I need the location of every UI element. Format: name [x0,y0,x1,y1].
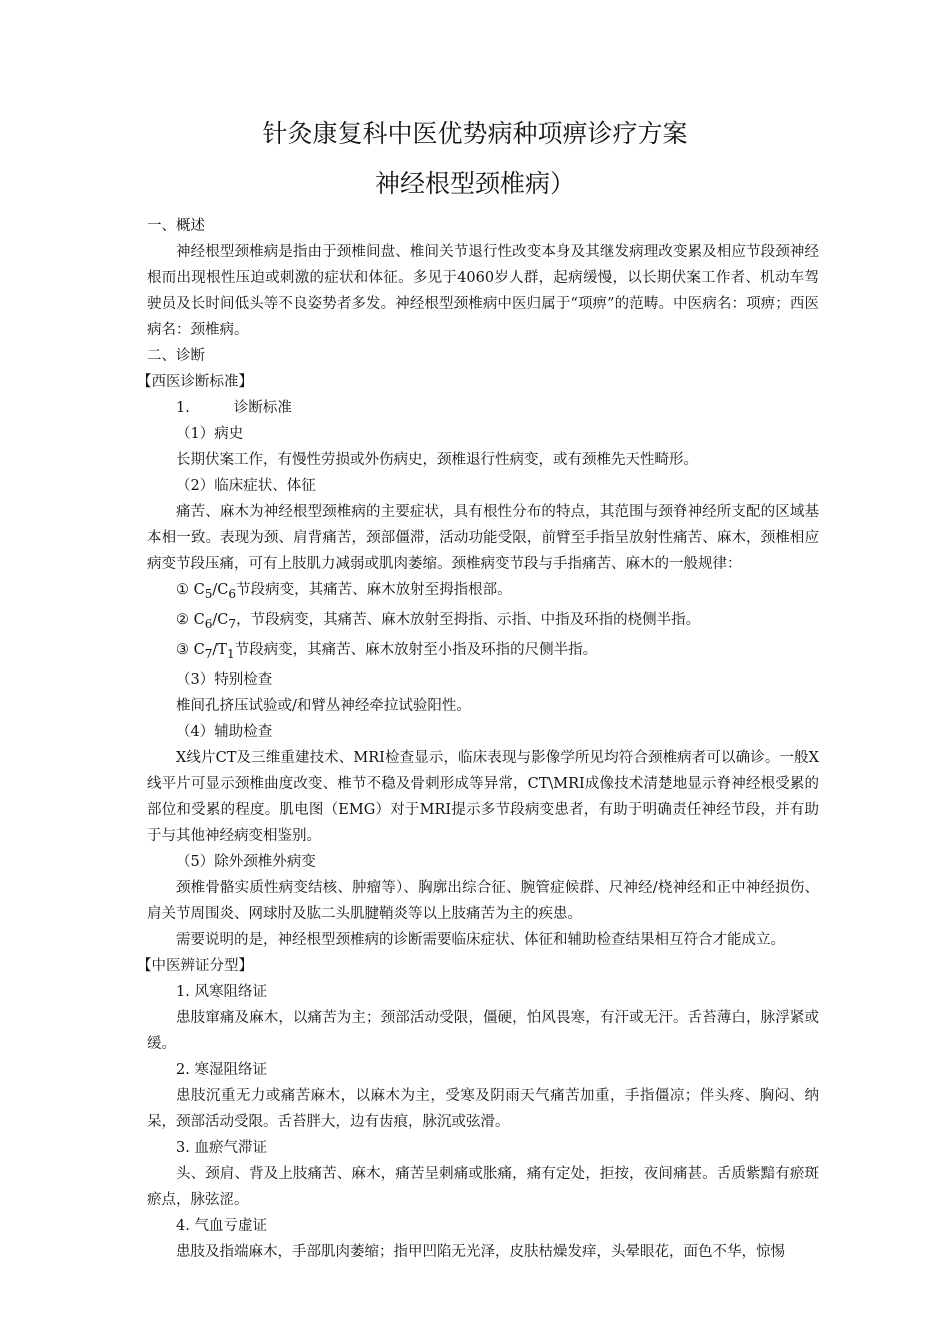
syndrome-title: 3. 血瘀气滞证 [176,1139,267,1156]
section-heading-diagnosis: 二、诊断 [147,348,205,364]
clinical-heading: （2）临床症状、体征 [176,478,316,494]
syndrome-title: 2. 寒湿阻络证 [176,1061,267,1078]
syndrome-text: 患肢及指端麻木，手部肌肉萎缩；指甲凹陷无光泽，皮肤枯燥发痒，头晕眼花，面色不华，惊惕 [176,1243,785,1260]
exclusion-text: 颈椎骨骼实质性病变结核、肿瘤等）、胸廓出综合征、腕管症候群、尺神经/桡神经和正中神经损伤、肩关节周围炎、网球肘及肱二头肌腱鞘炎等以上肢痛苦为主的疾患。 [147,879,819,922]
exclusion-heading: （5）除外颈椎外病变 [176,853,316,870]
history-text: 长期伏案工作，有慢性劳损或外伤病史，颈椎退行性病变，或有颈椎先天性畸形。 [176,452,698,468]
overview-paragraph: 神经根型颈椎病是指由于颈椎间盘、椎间关节退行性改变本身及其继发病理改变累及相应节段颈神经根而出现根性压迫或刺激的症状和体征。多见于4060岁人群，起病缓慢，以长期伏案工作者、机动车驾驶员及长时间低头等不良姿势者多发。神经根型颈椎病中医归属于“项痹”的范畴。中医病名：项痹；西医病名：颈椎病。 [147,244,819,338]
syndrome-text: 头、颈肩、背及上肢痛苦、麻木，痛苦呈刺痛或胀痛，痛有定处，拒按，夜间痛甚。舌质紫黯有瘀斑瘀点，脉弦涩。 [147,1165,819,1208]
document-body [137,213,819,1265]
syndrome-text: 患肢窜痛及麻木，以痛苦为主；颈部活动受限，僵硬，怕风畏寒，有汗或无汗。舌苔薄白，脉浮紧或缓。 [147,1009,819,1052]
tcm-classification-heading: 【中医辨证分型】 [137,957,253,974]
special-exam-heading: （3）特别检查 [176,671,273,688]
section-heading-overview: 一、概述 [147,218,205,234]
document-subtitle: 神经根型颈椎病） [374,169,575,198]
western-diagnosis-heading: 【西医诊断标准】 [137,374,253,390]
special-exam-text: 椎间孔挤压试验或/和臂丛神经牵拉试验阳性。 [176,697,471,714]
diagnosis-standard-label: 诊断标准 [233,400,292,416]
diagnosis-standard-number: 1. [176,400,190,416]
clinical-text: 痛苦、麻木为神经根型颈椎病的主要症状，具有根性分布的特点，其范围与颈脊神经所支配的区域基本相一致。表现为颈、肩背痛苦，颈部僵滞，活动功能受限，前臂至手指呈放射性痛苦、麻木，颈椎相应病变节段压痛，可有上肢肌力减弱或肌肉萎缩。颈椎病变节段与手指痛苦、麻木的一般规律： [147,504,819,572]
rule-item: ② $C_6/C_7$，节段病变，其痛苦、麻木放射至拇指、示指、中指及环指的桡侧半指。 [176,611,701,631]
syndrome-title: 1. 风寒阻络证 [176,983,267,1000]
rule-item: ① $C_5/C_6$节段病变，其痛苦、麻木放射至拇指根部。 [176,582,512,601]
document-title: 针灸康复科中医优势病种项痹诊疗方案 [262,119,688,148]
diagnosis-standard-heading [147,395,819,421]
rule-item: ③ $C_7/T_1$节段病变，其痛苦、麻木放射至小指及环指的尺侧半指。 [176,641,598,661]
auxiliary-exam-heading: （4）辅助检查 [176,723,273,740]
history-heading: （1）病史 [176,426,244,442]
syndrome-title: 4. 气血亏虚证 [176,1217,267,1234]
diagnosis-note: 需要说明的是，神经根型颈椎病的诊断需要临床症状、体征和辅助检查结果相互符合才能成立。 [176,931,785,948]
syndrome-text: 患肢沉重无力或痛苦麻木，以麻木为主，受寒及阴雨天气痛苦加重，手指僵凉；伴头疼、胸闷、纳呆，颈部活动受限。舌苔胖大，边有齿痕，脉沉或弦滑。 [147,1087,819,1130]
auxiliary-exam-text: X线片CT及三维重建技术、MRI检查显示，临床表现与影像学所见均符合颈椎病者可以确诊。一般X线平片可显示颈椎曲度改变、椎节不稳及骨刺形成等异常，CT\MRI成像技术清楚地显示脊神经根受累的部位和受累的程度。肌电图（EMG）对于MRI提示多节段病变患者，有助于明确责任神经节段，并有助于与其他神经病变相鉴别。 [147,749,819,844]
